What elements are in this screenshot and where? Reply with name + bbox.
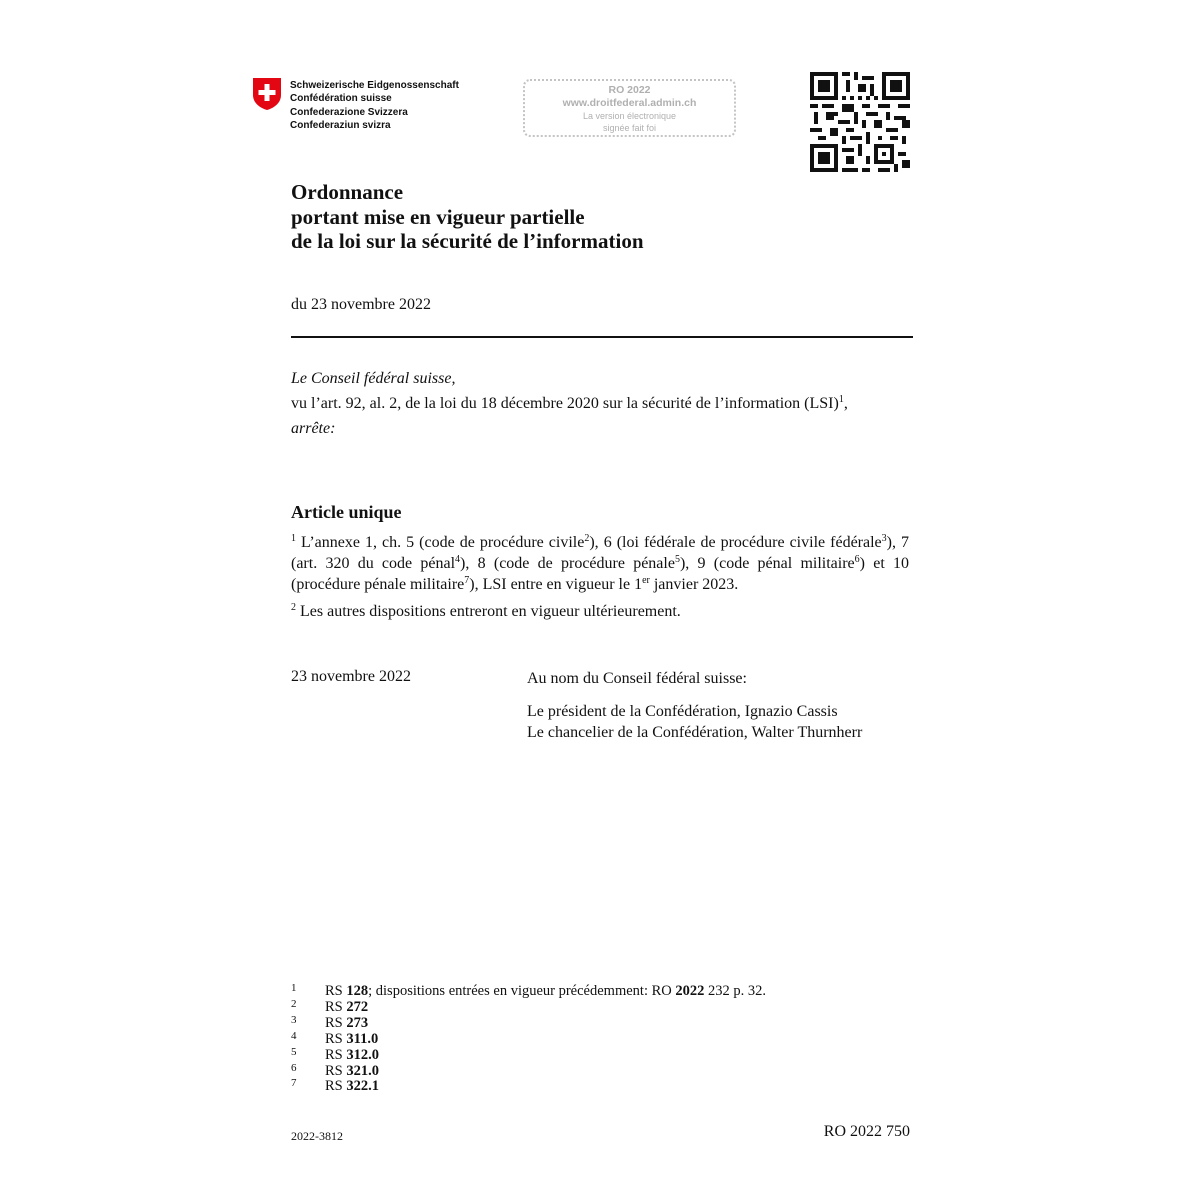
footnote-text [325, 1064, 379, 1080]
footnote-number: 3 [291, 1013, 297, 1026]
footnote-item [291, 1029, 766, 1048]
confederation-name-fr: Confédération suisse [290, 93, 392, 105]
footnote-number: 7 [291, 1077, 297, 1090]
article-paragraph-2 [291, 601, 909, 622]
signature-block [527, 668, 862, 743]
footnote-rest: ; dispositions entrées en vigueur précédemment: RO [368, 983, 676, 999]
footnote-number: 5 [291, 1045, 297, 1058]
footnote-item [291, 1013, 766, 1032]
preamble-decree: arrête: [291, 420, 336, 437]
footnote-prefix: RS [325, 1078, 347, 1095]
preamble [291, 368, 911, 439]
footnote-text [325, 1000, 368, 1016]
footnote-ref-6[interactable]: 6 [854, 554, 860, 565]
footnote-text [325, 1032, 378, 1048]
confederation-name-it: Confederazione Svizzera [290, 106, 408, 118]
footnote-prefix: RS [325, 1046, 347, 1063]
footnote-item [291, 984, 766, 1000]
signature-chancellor: Le chancelier de la Confédération, Walter Thurnherr [527, 724, 863, 741]
preamble-authority: Le Conseil fédéral suisse, [291, 370, 456, 387]
signature-on-behalf: Au nom du Conseil fédéral suisse: [527, 670, 747, 687]
article-title: Article unique [291, 502, 402, 522]
paragraph-number: 1 [291, 533, 296, 544]
p2-text: Les autres dispositions entreront en vigueur ultérieurement. [296, 603, 681, 620]
footnote-item [291, 1061, 766, 1080]
footnote-number: 6 [291, 1061, 297, 1074]
article-paragraph-1 [291, 532, 909, 595]
ordinance-title [291, 180, 644, 254]
confederation-name-rm: Confederaziun svizra [290, 119, 391, 131]
ro-reference: RO 2022 750 [823, 1123, 910, 1140]
stamp-note-1: La version électronique [582, 111, 677, 121]
footnote-ref-3[interactable]: 3 [881, 533, 887, 544]
stamp-note-2: signée fait foi [602, 123, 657, 133]
footnote-rest-2: 232 p. 32. [704, 983, 766, 999]
confederation-names [290, 79, 459, 132]
footnote-ref-7[interactable]: 7 [464, 575, 470, 586]
document-number: 2022-3812 [291, 1129, 343, 1143]
p1-text-6: ) et 10 (procédure pénale militaire [291, 555, 910, 593]
footnote-prefix: RS [325, 983, 347, 999]
footnote-text [325, 1016, 368, 1032]
paragraph-number: 2 [291, 602, 296, 613]
signature-president: Le président de la Confédération, Ignazio Cassis [527, 703, 838, 720]
footnote-text [325, 1079, 379, 1095]
footnote-item [291, 1079, 766, 1095]
footnote-rs-number: 128 [346, 983, 369, 999]
footnote-prefix: RS [325, 1014, 347, 1031]
footnote-rs-number: 272 [346, 998, 369, 1015]
footnote-item [291, 1045, 766, 1064]
p1-text-7: ), LSI entre en vigueur le 1 [469, 576, 643, 593]
footnote-ref-5[interactable]: 5 [674, 554, 680, 565]
legal-basis-text: vu l’art. 92, al. 2, de la loi du 18 décembre 2020 sur la sécurité de l’information (LSI) [291, 395, 839, 412]
title-divider [291, 336, 913, 338]
confederation-name-de: Schweizerische Eidgenossenschaft [290, 80, 459, 91]
footnote-number: 2 [291, 997, 297, 1010]
p1-text-5: ), 9 (code pénal militaire [679, 555, 855, 572]
footnote-text [325, 1048, 379, 1064]
title-line-2: portant mise en vigueur partielle [291, 204, 585, 229]
title-line-3: de la loi sur la sécurité de l’information [291, 229, 644, 253]
electronic-version-stamp [523, 79, 736, 137]
swiss-coat-of-arms-logo [252, 77, 282, 111]
footnote-rs-number: 322.1 [346, 1078, 379, 1095]
footnote-ref-2[interactable]: 2 [584, 533, 590, 544]
p1-text-3: ), 7 (art. 320 du code pénal [291, 534, 910, 572]
footnote-number: 4 [291, 1029, 297, 1042]
footnote-rs-number: 311.0 [346, 1030, 379, 1047]
p1-text-1: L’annexe 1, ch. 5 (code de procédure civile [296, 534, 585, 551]
footnote-number: 1 [291, 982, 297, 994]
footnote-rs-number: 321.0 [346, 1062, 379, 1079]
footnote-ref-4[interactable]: 4 [455, 554, 461, 565]
stamp-ro: RO 2022 [608, 84, 651, 96]
stamp-url: www.droitfederal.admin.ch [562, 97, 697, 109]
footnote-text [325, 984, 766, 1000]
footnote-rs-number: 312.0 [346, 1046, 379, 1063]
footnote-ro-year: 2022 [675, 983, 705, 999]
footnote-rs-number: 273 [346, 1014, 369, 1031]
p1-text-8: janvier 2023. [649, 576, 739, 593]
qr-code [810, 72, 910, 172]
footnote-prefix: RS [325, 998, 347, 1015]
p1-text-4: ), 8 (code de procédure pénale [460, 555, 675, 572]
footnote-item [291, 997, 766, 1016]
p1-text-2: ), 6 (loi fédérale de procédure civile fédérale [589, 534, 882, 551]
footnote-ref-1[interactable]: 1 [838, 394, 844, 405]
signature-date: 23 novembre 2022 [291, 668, 411, 685]
footnotes [291, 984, 766, 1095]
footnote-prefix: RS [325, 1030, 347, 1047]
title-line-1: Ordonnance [291, 180, 404, 204]
footnote-prefix: RS [325, 1062, 347, 1079]
ordinal-suffix: er [642, 575, 650, 586]
preamble-legal-basis [291, 393, 911, 414]
ordinance-date: du 23 novembre 2022 [291, 296, 431, 313]
legal-basis-end: , [843, 395, 848, 412]
